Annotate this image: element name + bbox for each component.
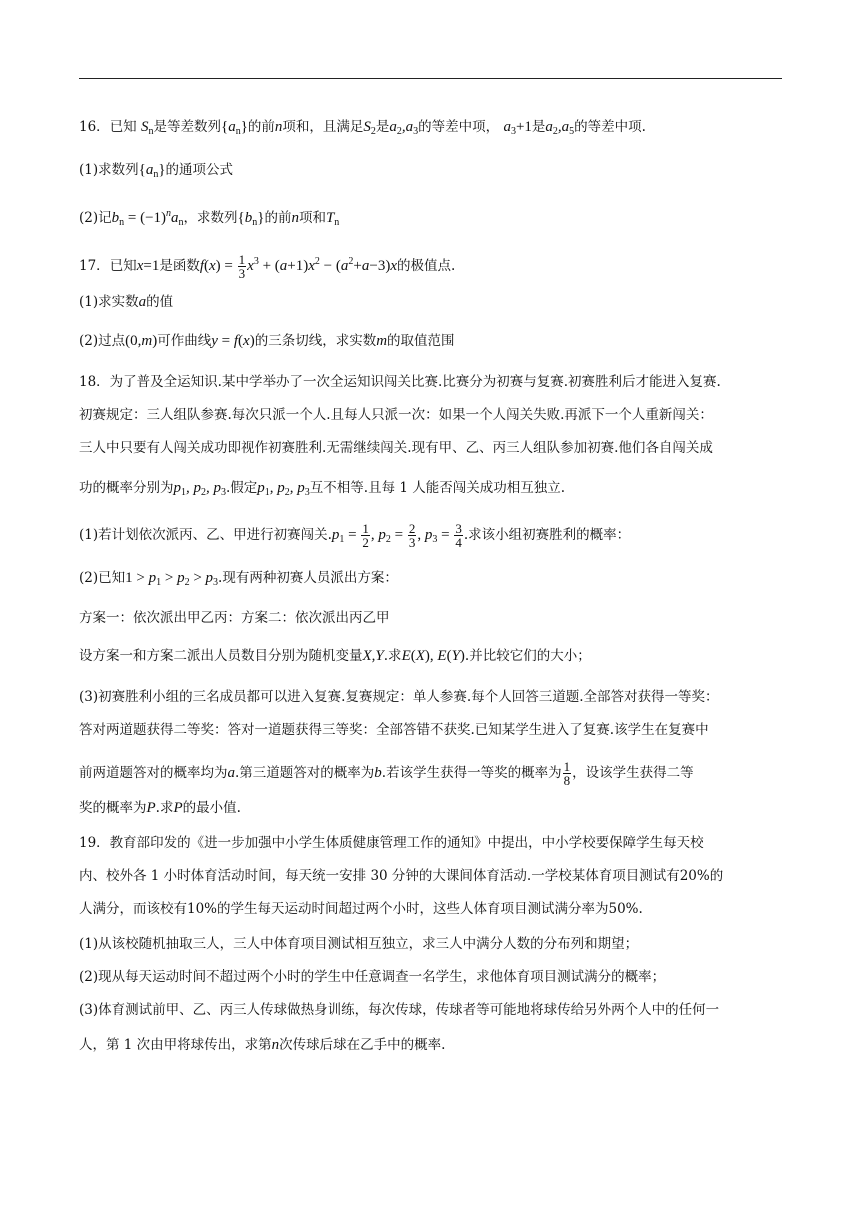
- problem-16-stem: 16．已知 $S_n$是等差数列$\{a_n\}$的前n项和，且满足$S_2$是$a_2,a_3$的等差中项， $a_3+1$是$a_2,a_5$的等差中项.: [79, 119, 646, 137]
- problem-18-line-2: 初赛规定：三人组队参赛.每次只派一个人.且每人只派一次：如果一个人闯关失败.再派下一个人重新闯关：: [79, 407, 713, 423]
- problem-17-stem: 17．已知x=1是函数f(x) = $\frac{1}{3}$ $x^3 + (a+1)x^2 - (a^2+a-3)x$的极值点.: [79, 252, 456, 281]
- problem-18-part-3-line-2: 答对两道题获得二等奖：答对一道题获得三等奖：全部答错不获奖.已知某学生进入了复赛.该学生在复赛中: [79, 722, 709, 738]
- problem-18-line-4: 功的概率分别为$p_1$, $p_2$, $p_3$.假定$p_1$, $p_2$, $p_3$互不相等.且每 1 人能否闯关成功相互独立.: [79, 480, 566, 498]
- problem-19-part-1: (1)从该校随机抽取三人，三人中体育项目测试相互独立，求三人中满分人数的分布列和期望；: [79, 936, 639, 952]
- problem-19-part-3-line-1: (3)体育测试前甲、乙、丙三人传球做热身训练，每次传球，传球者等可能地将球传给另外两个人中的任何一: [79, 1002, 720, 1018]
- problem-19-line-2: 内、校外各 1 小时体育活动时间，每天统一安排 30 分钟的大课间体育活动.一学校某体育项目测试有20%的: [79, 868, 724, 884]
- problem-18-part-3-line-3: 前两道题答对的概率均为a.第三道题答对的概率为b.若该学生获得一等奖的概率为 $\frac{1}{8}$ ，设该学生获得二等: [79, 759, 694, 788]
- problem-16-part-2: (2)记$b_n = (-1)^na_n$，求数列$\{b_n\}$的前n项和$T_n$: [79, 208, 340, 228]
- header-rule: [79, 78, 782, 79]
- problem-16-part-1: (1)求数列$\{a_n\}$的通项公式: [79, 162, 234, 180]
- problem-18-part-2-detail: 设方案一和方案二派出人员数目分别为随机变量X,Y.求E(X), E(Y).并比较它们的大小；: [79, 648, 591, 664]
- problem-18-part-3-line-4: 奖的概率为P.求P的最小值.: [79, 800, 241, 816]
- problem-19-line-3: 人满分，而该校有10%的学生每天运动时间超过两个小时，这些人体育项目测试满分率为50%.: [79, 901, 643, 917]
- problem-18-line-1: 18．为了普及全运知识.某中学举办了一次全运知识闯关比赛.比赛分为初赛与复赛.初赛胜利后才能进入复赛.: [79, 374, 721, 390]
- problem-19-part-2: (2)现从每天运动时间不超过两个小时的学生中任意调查一名学生，求他体育项目测试满分的概率；: [79, 969, 666, 985]
- problem-19-line-1: 19．教育部印发的《进一步加强中小学生体质健康管理工作的通知》中提出，中小学校要保障学生每天校: [79, 835, 704, 851]
- problem-18-part-3-line-1: (3)初赛胜利小组的三名成员都可以进入复赛.复赛规定：单人参赛.每个人回答三道题.全部答对获得一等奖：: [79, 689, 719, 705]
- problem-18-part-1: (1)若计划依次派丙、乙、甲进行初赛闯关$.p_1$ = $\frac{1}{2}$ , $p_2$ = $\frac{2}{3}$ , $p_3$ = $\frac{3}{4}$ .求该小组初赛胜利的概率：: [79, 521, 631, 550]
- problem-18-part-2: (2)已知$1 > p_1 > p_2 > p_3$.现有两种初赛人员派出方案：: [79, 570, 398, 588]
- problem-17-part-2: (2)过点(0,m)可作曲线y = f(x)的三条切线，求实数m的取值范围: [79, 333, 455, 349]
- problem-18-plans: 方案一：依次派出甲乙丙：方案二：依次派出丙乙甲: [79, 610, 390, 626]
- problem-17-part-1: (1)求实数a的值: [79, 294, 174, 310]
- problem-19-part-3-line-2: 人，第 1 次由甲将球传出，求第n次传球后球在乙手中的概率.: [79, 1037, 446, 1053]
- problem-18-line-3: 三人中只要有人闯关成功即视作初赛胜利.无需继续闯关.现有甲、乙、丙三人组队参加初赛.他们各自闯关成: [79, 440, 713, 456]
